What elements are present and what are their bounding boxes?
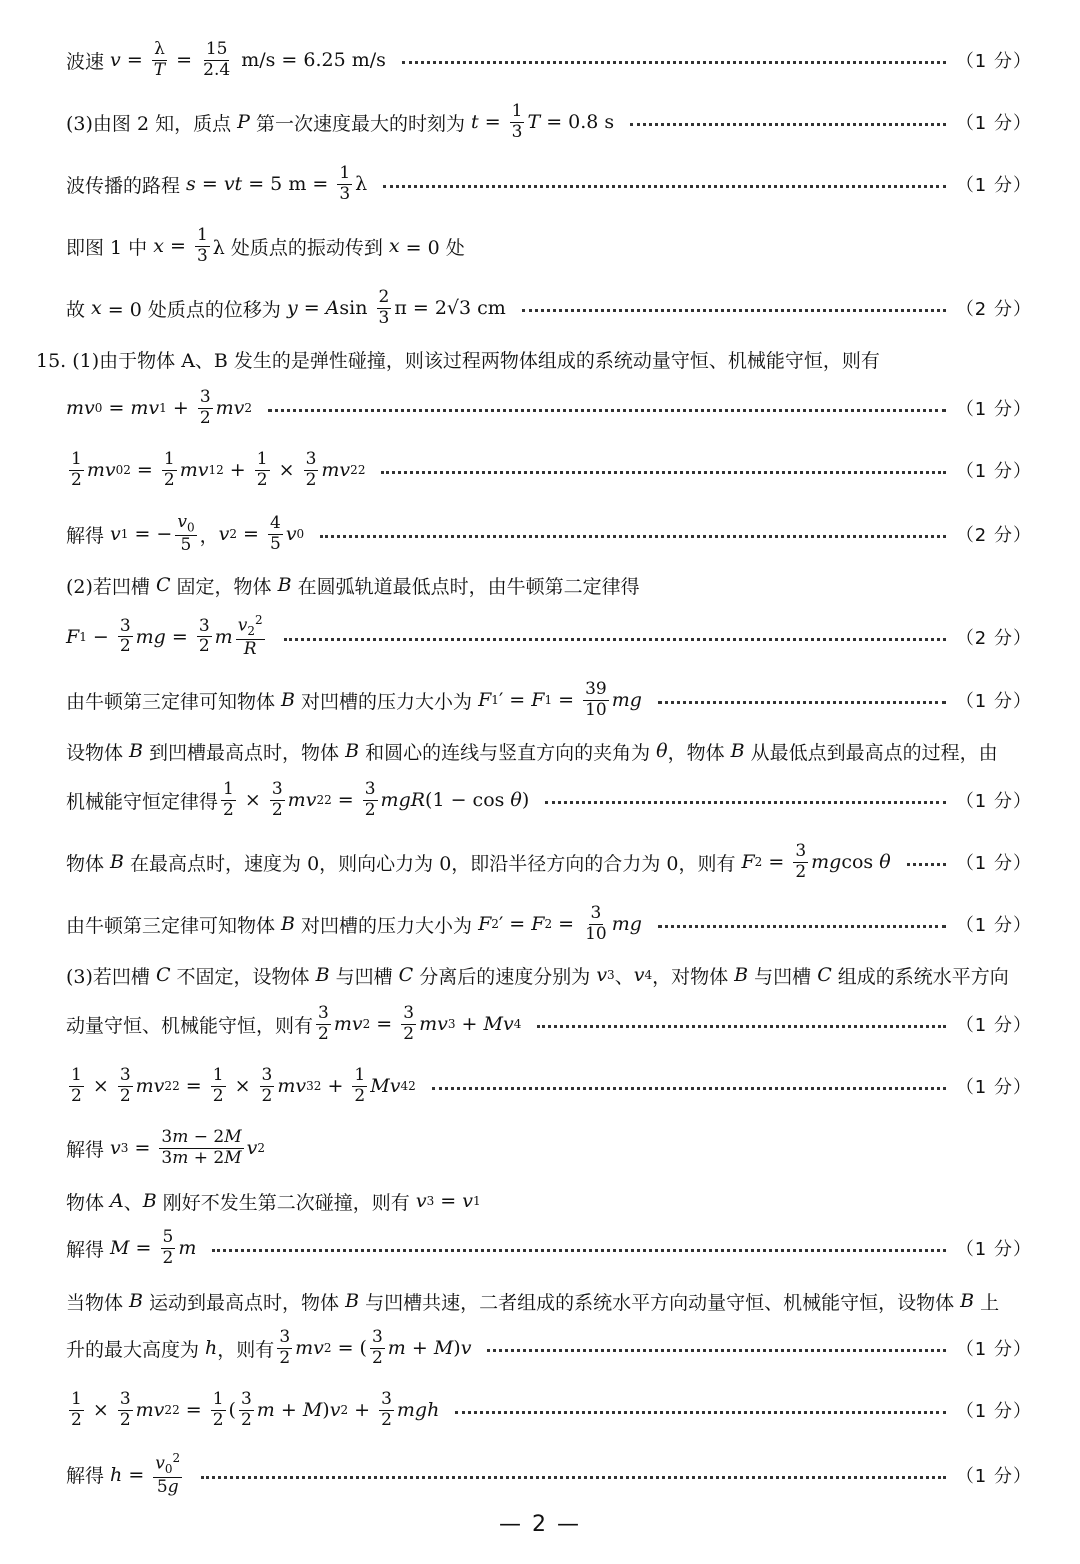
solution-line — [66, 1228, 1032, 1268]
solution-formula: mv 0 = mv 1 + $\frac{3}{2}$ mv 2 — [66, 386, 253, 428]
dotted-leader — [907, 863, 946, 866]
score-mark: （1 分） — [955, 1239, 1032, 1260]
score-mark: （1 分） — [955, 1015, 1032, 1036]
solution-formula: 解得 h = $\frac{v_0^2}{5g}$ — [66, 1451, 181, 1498]
solution-formula: (2)若凹槽 C 固定，物体 B 在圆弧轨道最低点时，由牛顿第二定律得 — [66, 574, 640, 598]
solution-line — [66, 226, 1032, 266]
question-heading — [36, 344, 1032, 374]
score-mark: （1 分） — [955, 461, 1032, 482]
solution-line — [66, 842, 1032, 882]
solution-line — [66, 1390, 1032, 1430]
solution-formula: 设物体 B 到凹槽最高点时，物体 B 和圆心的连线与竖直方向的夹角为 θ ，物体 B 从最低点到最高点的过程，由 — [66, 740, 998, 764]
solution-formula: 机械能守恒定律得 $\frac{1}{2}$ × $\frac{3}{2}$ mv 2 2 = $\frac{3}{2}$ mgR (1 − cos θ ) — [66, 778, 530, 820]
dotted-leader — [522, 309, 946, 312]
score-mark: （1 分） — [955, 399, 1032, 420]
solution-line — [66, 1286, 1032, 1316]
solution-line — [66, 1186, 1032, 1216]
solution-text: 15. (1)由于物体 A、B 发生的是弹性碰撞，则该过程两物体组成的系统动量守恒、机械能守恒，则有 — [36, 349, 880, 372]
score-mark: （1 分） — [955, 113, 1032, 134]
dotted-leader — [320, 535, 946, 538]
score-mark: （1 分） — [955, 791, 1032, 812]
solution-line — [66, 1452, 1032, 1498]
score-mark: （1 分） — [955, 1339, 1032, 1360]
solution-formula: 故 x = 0 处质点的位移为 y = A sin $\frac{2}{3}$ π = 2√3 cm — [66, 286, 506, 328]
solution-formula: 当物体 B 运动到最高点时，物体 B 与凹槽共速，二者组成的系统水平方向动量守恒、机械能守恒，设物体 B 上 — [66, 1290, 1000, 1314]
dotted-leader — [545, 801, 946, 804]
solution-line — [66, 614, 1032, 660]
solution-formula: 物体 B 在最高点时，速度为 0，则向心力为 0，即沿半径方向的合力为 0，则有 F 2 = $\frac{3}{2}$ mg cos θ — [66, 840, 891, 882]
solution-formula: $\frac{1}{2}$ × $\frac{3}{2}$ mv 2 2 = $\frac{1}{2}$ × $\frac{3}{2}$ mv 3 2 + $\frac{1}{2}$ Mv 4 2 — [71, 1064, 416, 1106]
solution-formula: 解得 v 1 = − $\frac{v_0}{5}$ ， v 2 = $\frac{4}{5}$ v 0 — [66, 511, 305, 555]
score-mark: （1 分） — [955, 1077, 1032, 1098]
page-number: — 2 — — [499, 1512, 581, 1537]
solution-line — [66, 1328, 1032, 1368]
solution-formula: 波传播的路程 s = vt = 5 m = $\frac{1}{3}$ λ — [66, 162, 368, 204]
solution-line — [66, 288, 1032, 328]
solution-line — [66, 780, 1032, 820]
solution-formula: (3)若凹槽 C 不固定，设物体 B 与凹槽 C 分离后的速度分别为 v 3 、 v 4 ，对物体 B 与凹槽 C 组成的系统水平方向 — [66, 964, 1009, 988]
score-mark: （1 分） — [955, 51, 1032, 72]
dotted-leader — [402, 61, 946, 64]
solution-formula: $\frac{1}{2}$ × $\frac{3}{2}$ mv 2 2 = $\frac{1}{2}$ ( $\frac{3}{2}$ m + M ) v 2 + $\frac{3}{2}$ mgh — [71, 1388, 440, 1430]
solution-line — [66, 450, 1032, 490]
score-mark: （2 分） — [955, 525, 1032, 546]
solution-formula: 波速 v = $\frac{\lambda}{T}$ = $\frac{15}{2.4}$ m/s = 6.25 m/s — [66, 38, 386, 80]
dotted-leader — [658, 925, 946, 928]
score-mark: （2 分） — [955, 299, 1032, 320]
solution-formula: 升的最大高度为 h ，则有 $\frac{3}{2}$ mv 2 = ( $\frac{3}{2}$ m + M ) v — [66, 1326, 472, 1368]
solution-formula: 由牛顿第三定律可知物体 B 对凹槽的压力大小为 F 1 ′ = F 1 = $\frac{39}{10}$ mg — [66, 678, 642, 720]
solution-formula: 物体 A 、 B 刚好不发生第二次碰撞，则有 v 3 = v 1 — [66, 1190, 481, 1214]
solution-line — [66, 511, 1032, 555]
solution-line — [66, 736, 1032, 766]
solution-formula: F 1 − $\frac{3}{2}$ mg = $\frac{3}{2}$ m $\frac{v_2^2}{R}$ — [66, 613, 263, 660]
score-mark: （1 分） — [955, 1466, 1032, 1487]
dotted-leader — [383, 185, 946, 188]
score-mark: （1 分） — [955, 915, 1032, 936]
score-mark: （1 分） — [955, 691, 1032, 712]
solution-formula: 解得 v 3 = $\frac{3m - 2M}{3m + 2M}$ v 2 — [66, 1126, 266, 1168]
score-mark: （1 分） — [955, 853, 1032, 874]
solution-formula: 由牛顿第三定律可知物体 B 对凹槽的压力大小为 F 2 ′ = F 2 = $\frac{3}{10}$ mg — [66, 902, 642, 944]
solution-line — [66, 40, 1032, 80]
solution-line — [66, 960, 1032, 990]
score-mark: （2 分） — [955, 628, 1032, 649]
dotted-leader — [537, 1025, 945, 1028]
dotted-leader — [630, 123, 946, 126]
solution-line — [66, 1066, 1032, 1106]
solution-formula: (3)由图 2 知，质点 P 第一次速度最大的时刻为 t = $\frac{1}{3}$ T = 0.8 s — [66, 100, 615, 142]
solution-line — [66, 570, 1032, 600]
dotted-leader — [201, 1476, 946, 1479]
solution-line — [66, 1004, 1032, 1044]
dotted-leader — [381, 471, 945, 474]
solution-line — [66, 904, 1032, 944]
solution-formula: 解得 M = $\frac{5}{2}$ m — [66, 1226, 197, 1268]
solution-formula: 即图 1 中 x = $\frac{1}{3}$ λ 处质点的振动传到 x = 0 处 — [66, 224, 465, 266]
dotted-leader — [212, 1249, 945, 1252]
solution-formula: $\frac{1}{2}$ mv 0 2 = $\frac{1}{2}$ mv 1 2 + $\frac{1}{2}$ × $\frac{3}{2}$ mv 2 2 — [71, 448, 366, 490]
dotted-leader — [432, 1087, 946, 1090]
solution-line — [66, 1128, 1032, 1168]
score-mark: （1 分） — [955, 175, 1032, 196]
solution-line — [66, 164, 1032, 204]
solution-line — [66, 386, 1032, 428]
solution-formula: 动量守恒、机械能守恒，则有 $\frac{3}{2}$ mv 2 = $\frac{3}{2}$ mv 3 + Mv 4 — [66, 1002, 522, 1044]
dotted-leader — [487, 1349, 945, 1352]
dotted-leader — [455, 1411, 945, 1414]
dotted-leader — [284, 638, 946, 641]
dotted-leader — [658, 701, 946, 704]
solution-line — [66, 102, 1032, 142]
solution-line — [66, 680, 1032, 720]
score-mark: （1 分） — [955, 1401, 1032, 1422]
dotted-leader — [268, 409, 946, 412]
